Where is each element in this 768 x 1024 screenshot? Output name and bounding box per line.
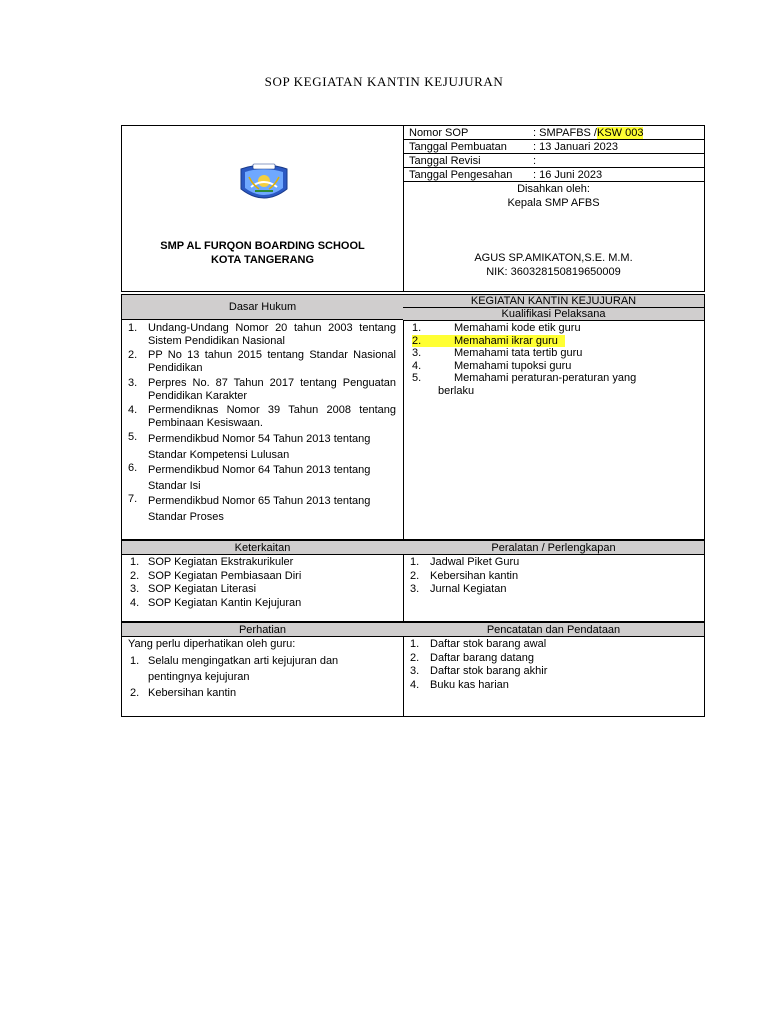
school-crest-icon	[237, 163, 291, 205]
meta-row-tanggal-revisi: Tanggal Revisi :	[403, 154, 704, 168]
sop-number-highlight: KSW 003	[596, 127, 644, 139]
list-item: 1. SOP Kegiatan Ekstrakurikuler	[130, 556, 294, 568]
peralatan-list	[410, 556, 696, 597]
list-item: 3. Perpres No. 87 Tahun 2017 tentang Penguatan Pendidikan Karakter	[128, 377, 396, 402]
kegiatan-heading: KEGIATAN KANTIN KEJUJURAN	[403, 295, 704, 308]
list-item: 2. Kebersihan kantin	[130, 687, 237, 699]
header-table	[121, 125, 705, 292]
school-name: SMP AL FURQON BOARDING SCHOOL	[160, 240, 365, 252]
perhatian-table	[121, 622, 705, 717]
list-item: 3. SOP Kegiatan Literasi	[130, 583, 257, 595]
keterkaitan-table	[121, 540, 705, 622]
list-item: 7. Permendikbud Nomor 65 Tahun 2013 tentang Standar Proses	[128, 493, 371, 523]
list-item-continuation: berlaku	[438, 384, 475, 397]
keterkaitan-list	[130, 556, 398, 610]
list-item: 1. Daftar stok barang awal	[410, 638, 547, 650]
perhatian-list	[130, 653, 398, 701]
list-item: 1. Undang-Undang Nomor 20 tahun 2003 tentang Sistem Pendidikan Nasional	[128, 322, 396, 347]
list-item: 2. PP No 13 tahun 2015 tentang Standar Nasional Pendidikan	[128, 349, 396, 374]
approval-line2: Kepala SMP AFBS	[507, 197, 600, 209]
list-item: 4. Permendiknas Nomor 39 Tahun 2008 tentang Pembinaan Kesiswaan.	[128, 404, 396, 429]
approver-nik: NIK: 360328150819650009	[486, 266, 621, 278]
list-item: 5. Memahami peraturan-peraturan yang	[412, 372, 637, 384]
perhatian-heading: Perhatian	[122, 623, 403, 637]
list-item-continuation: pentingnya kejujuran	[148, 671, 250, 683]
pencatatan-list	[410, 638, 696, 692]
list-item: 1. Jadwal Piket Guru	[410, 556, 520, 568]
list-item: 1. Memahami kode etik guru	[412, 322, 581, 334]
list-item: 4. Buku kas harian	[410, 678, 509, 691]
list-item: 2. SOP Kegiatan Pembiasaan Diri	[130, 569, 302, 582]
meta-row-tanggal-pengesahan: Tanggal Pengesahan : 16 Juni 2023	[403, 168, 704, 182]
meta-row-nomor-sop: Nomor SOP : SMPAFBS /KSW 003	[403, 126, 704, 140]
list-item: 4. SOP Kegiatan Kantin Kejujuran	[130, 596, 302, 609]
list-item-highlighted: 2. Memahami ikrar guru	[412, 335, 565, 348]
list-item: 2. Kebersihan kantin	[410, 569, 519, 582]
dasar-hukum-table	[121, 294, 705, 540]
list-item: 2. Daftar barang datang	[410, 651, 534, 664]
approval-line1: Disahkan oleh:	[517, 183, 590, 195]
list-item: 3. Daftar stok barang akhir	[410, 665, 548, 677]
perhatian-intro: Yang perlu diperhatikan oleh guru:	[128, 638, 296, 650]
keterkaitan-heading: Keterkaitan	[122, 541, 403, 555]
school-city: KOTA TANGERANG	[210, 254, 315, 266]
kualifikasi-list	[412, 322, 696, 397]
meta-row-tanggal-pembuatan: Tanggal Pembuatan : 13 Januari 2023	[403, 140, 704, 154]
dasar-hukum-heading: Dasar Hukum	[122, 295, 403, 320]
list-item: 3. Jurnal Kegiatan	[410, 583, 507, 595]
list-item: 6. Permendikbud Nomor 64 Tahun 2013 tentang Standar Isi	[128, 462, 371, 492]
pencatatan-heading: Pencatatan dan Pendataan	[403, 623, 704, 637]
kualifikasi-heading: Kualifikasi Pelaksana	[403, 308, 704, 321]
list-item: 4. Memahami tupoksi guru	[412, 359, 572, 372]
approver-name: AGUS SP.AMIKATON,S.E. M.M.	[474, 252, 633, 264]
list-item: 1. Selalu mengingatkan arti kejujuran dan	[130, 655, 339, 667]
list-item: 5. Permendikbud Nomor 54 Tahun 2013 tentang Standar Kompetensi Lulusan	[128, 431, 371, 461]
document-title: SOP KEGIATAN KANTIN KEJUJURAN	[264, 74, 504, 89]
list-item: 3. Memahami tata tertib guru	[412, 347, 583, 359]
peralatan-heading: Peralatan / Perlengkapan	[403, 541, 704, 555]
